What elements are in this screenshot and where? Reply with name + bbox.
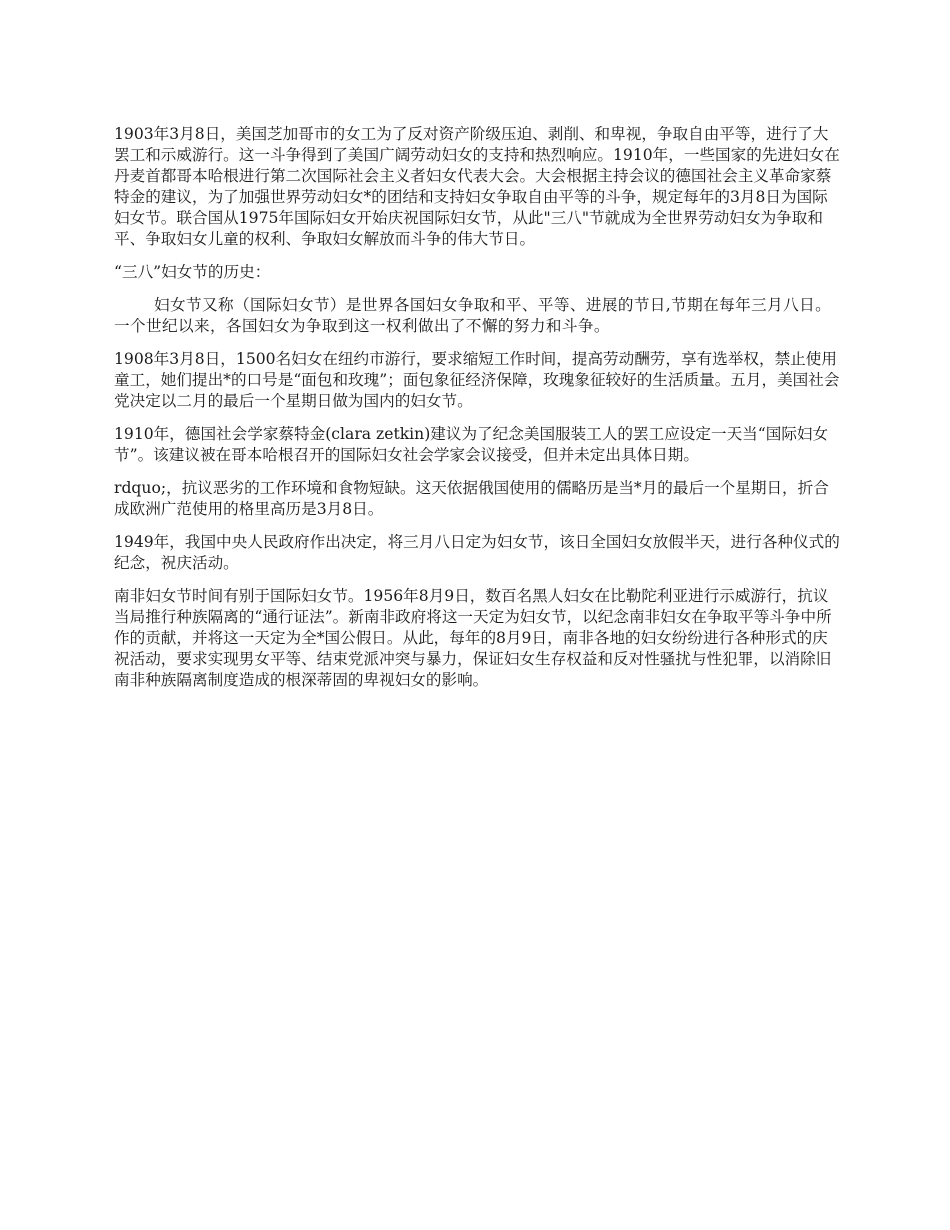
paragraph-russia: rdquo;，抗议恶劣的工作环境和食物短缺。这天依据俄国使用的儒略历是当*月的最后一个星期日，折合成欧洲广范使用的格里高历是3月8日。 (114, 479, 829, 518)
paragraph-1949: 1949年，我国中央人民政府作出决定，将三月八日定为妇女节，该日全国妇女放假半天，进行各种仪式的纪念，祝庆活动。 (114, 533, 840, 572)
section-heading-history: “三八”妇女节的历史： (114, 263, 271, 281)
paragraph-intro: 1903年3月8日，美国芝加哥市的女工为了反对资产阶级压迫、剥削、和卑视，争取自由平等，进行了大罢工和示威游行。这一斗争得到了美国广阔劳动妇女的支持和热烈响应。1910年，一些国家的先进妇女在丹麦首都哥本哈根进行第二次国际社会主义者妇女代表大会。大会根据主持会议的德国社会主义革命家蔡特金的建议，为了加强世界劳动妇女*的团结和支持妇女争取自由平等的斗争，规定每年的3月8日为国际妇女节。联合国从1975年国际妇女开始庆祝国际妇女节，从此"三八"节就成为全世界劳动妇女为争取和平、争取妇女儿童的权利、争取妇女解放而斗争的伟大节日。 (114, 125, 840, 248)
paragraph-1908: 1908年3月8日，1500名妇女在纽约市游行，要求缩短工作时间，提高劳动酬劳，享有选举权，禁止使用童工，她们提出*的口号是“面包和玫瑰”；面包象征经济保障，玫瑰象征较好的生活质量。五月，美国社会党决定以二月的最后一个星期日做为国内的妇女节。 (114, 350, 840, 410)
document-body (114, 124, 840, 703)
paragraph-south-africa: 南非妇女节时间有别于国际妇女节。1956年8月9日，数百名黑人妇女在比勒陀利亚进行示威游行，抗议当局推行种族隔离的“通行证法”。新南非政府将这一天定为妇女节，以纪念南非妇女在争取平等斗争中所作的贡献，并将这一天定为全*国公假日。从此，每年的8月9日，南非各地的妇女纷纷进行各种形式的庆祝活动，要求实现男女平等、结束党派冲突与暴力，保证妇女生存权益和反对性骚扰与性犯罪，以消除旧南非种族隔离制度造成的根深蒂固的卑视妇女的影响。 (114, 587, 832, 689)
paragraph-1910: 1910年，德国社会学家蔡特金(clara zetkin)建议为了纪念美国服装工人的罢工应设定一天当“国际妇女节”。该建议被在哥本哈根召开的国际妇女社会学家会议接受，但并未定出具体日期。 (114, 425, 829, 464)
paragraph-definition: 妇女节又称（国际妇女节）是世界各国妇女争取和平、平等、进展的节日,节期在每年三月八日。一个世纪以来，各国妇女为争取到这一权利做出了不懈的努力和斗争。 (114, 296, 832, 335)
